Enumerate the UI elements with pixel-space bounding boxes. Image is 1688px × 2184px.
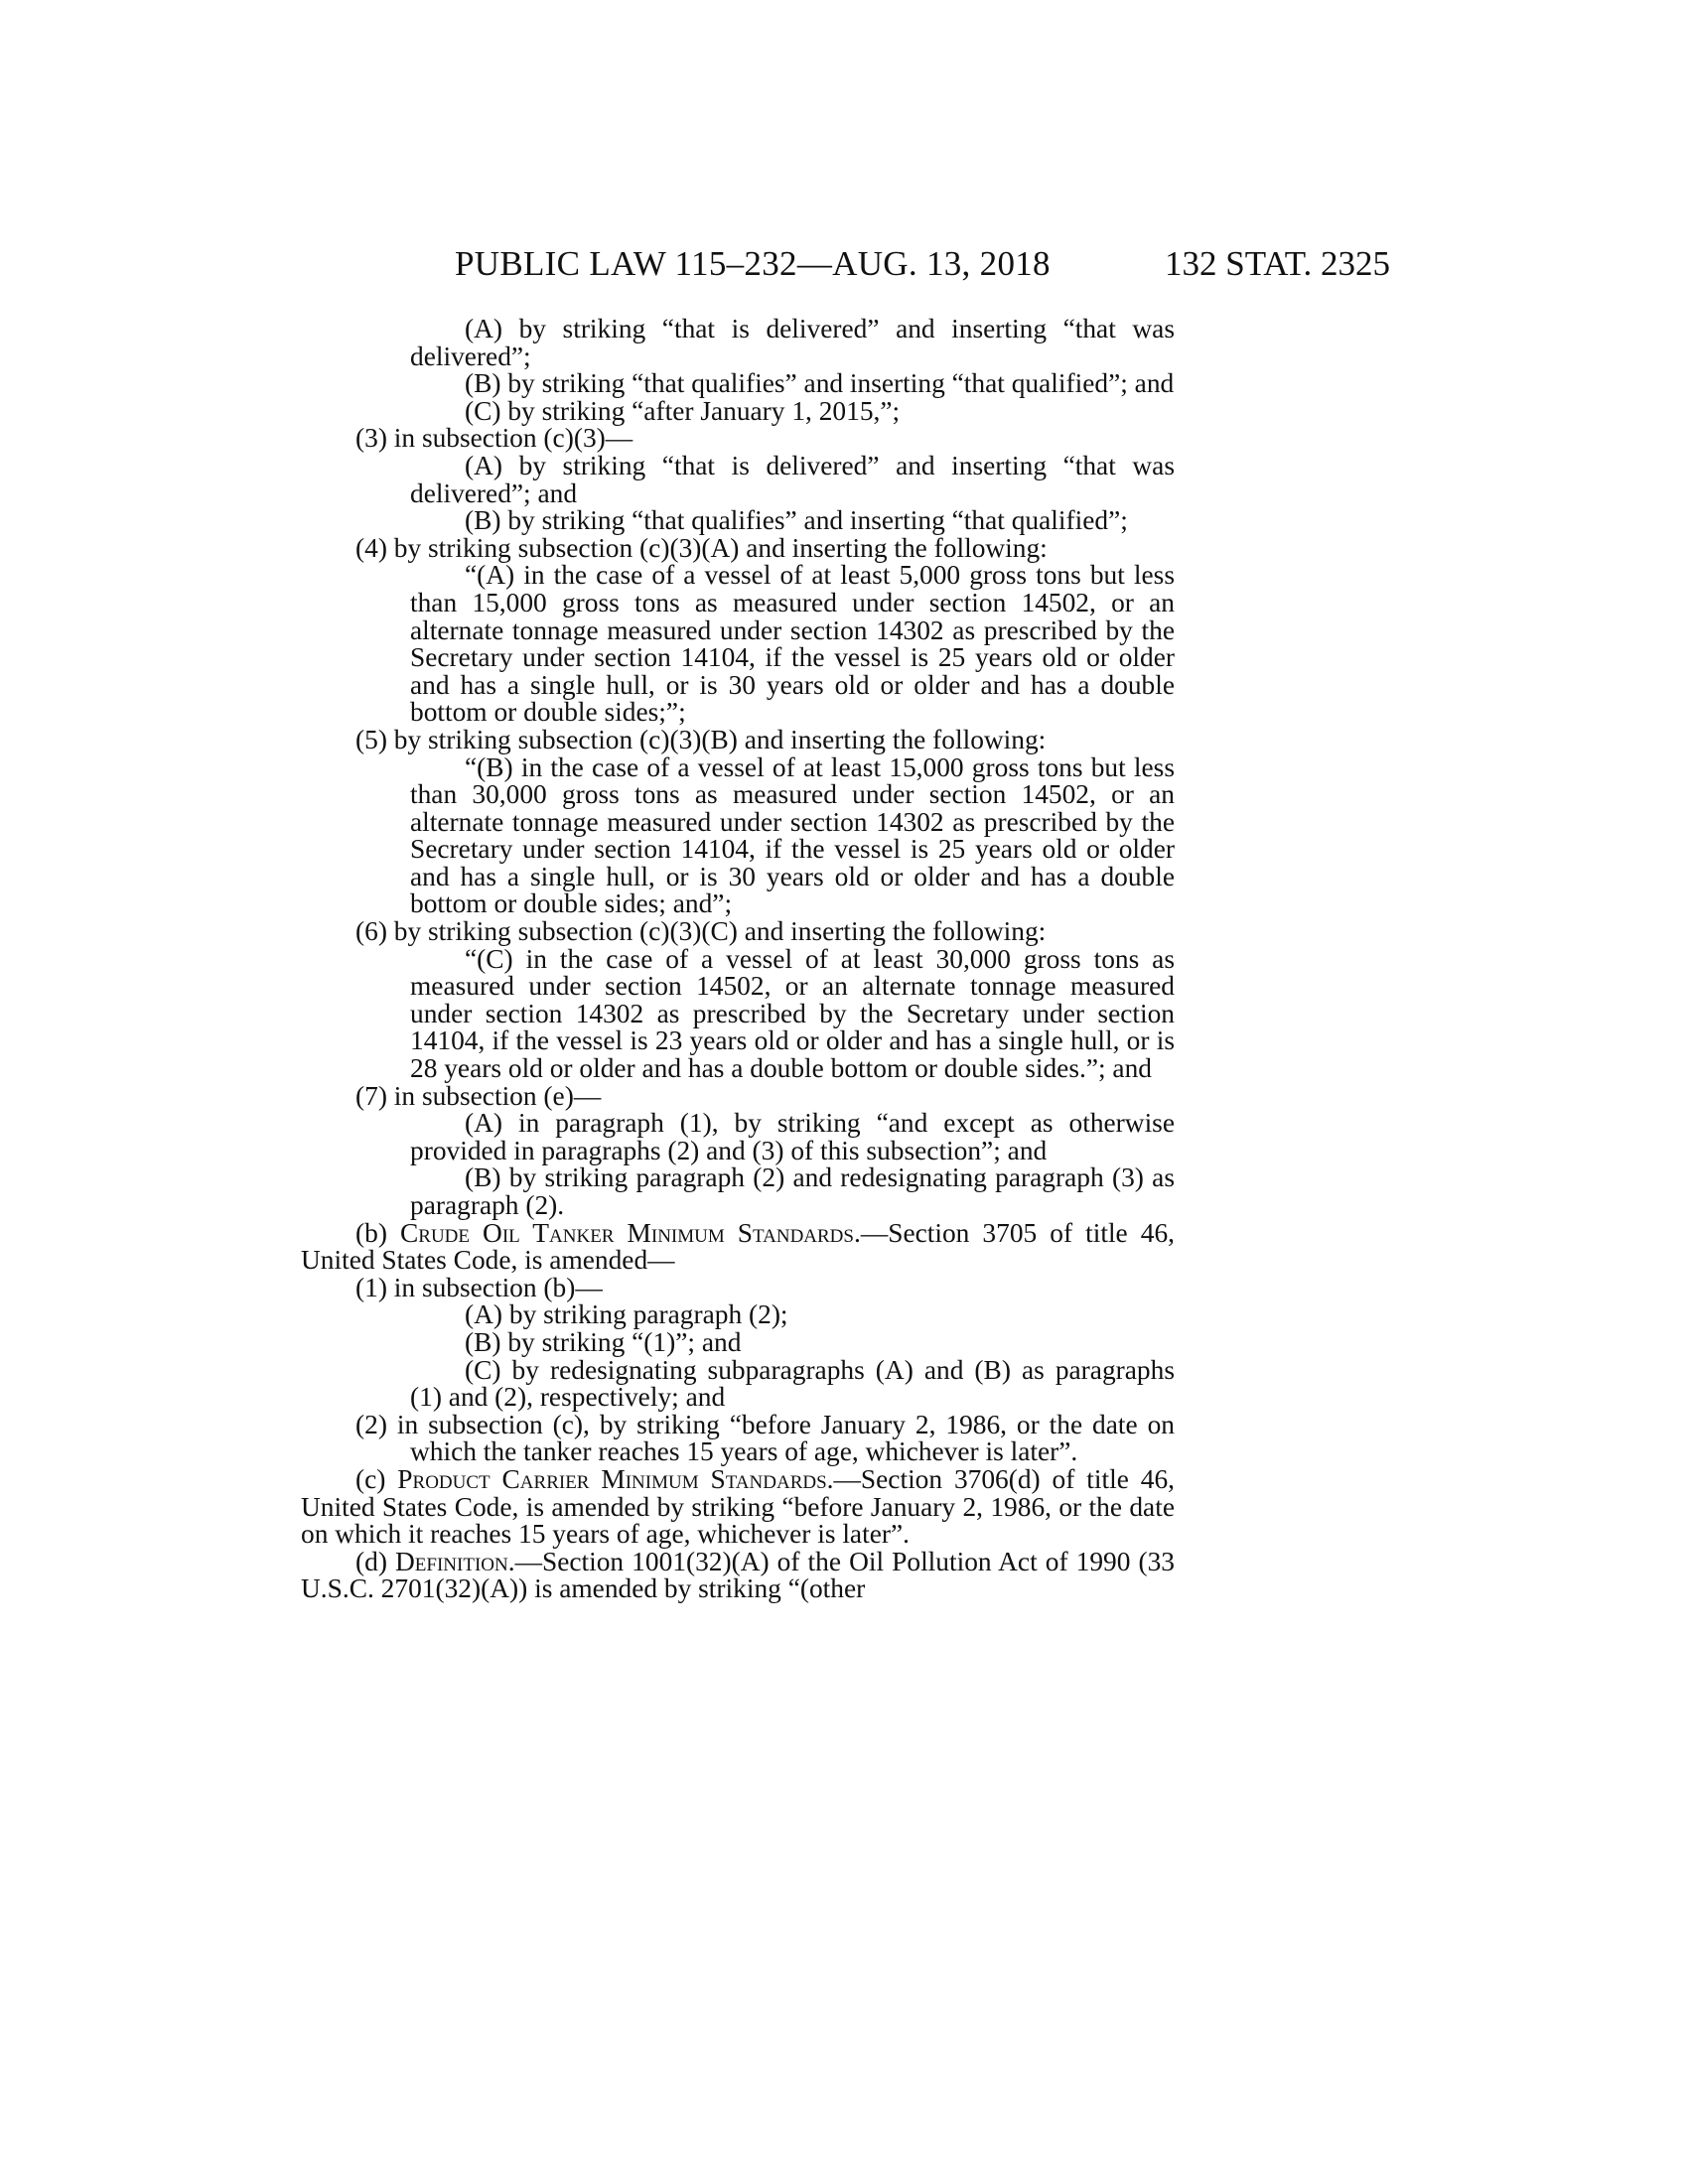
subsection-c-number: (c) <box>355 1463 386 1494</box>
clause-b-1-A: (A) by striking paragraph (2); <box>465 1299 788 1330</box>
subsection-d-heading: Definition. <box>395 1546 515 1576</box>
subsection-c <box>301 1463 1175 1550</box>
running-header-title: PUBLIC LAW 115–232—AUG. 13, 2018 <box>455 244 1051 283</box>
paragraph-b-1: (1) in subsection (b)— <box>355 1272 603 1302</box>
clause-2-A: (A) by striking “that is delivered” and inserting “that was delivered”; <box>410 314 1175 371</box>
subsection-b-text: —Section 3705 of title 46, United States Code, is amended— <box>301 1217 1175 1276</box>
subsection-b <box>301 1217 1175 1276</box>
paragraph-6: (6) by striking subsection (c)(3)(C) and inserting the following: <box>355 916 1047 947</box>
paragraph-7: (7) in subsection (e)— <box>355 1080 602 1111</box>
paragraph-3: (3) in subsection (c)(3)— <box>355 423 633 454</box>
subsection-b-number: (b) <box>355 1217 387 1248</box>
clause-3-A: (A) by striking “that is delivered” and inserting “that was delivered”; and <box>410 450 1175 508</box>
inserted-text-C: “(C) in the case of a vessel of at least 30,000 gross tons as measured under section 14502, or an alternate tonnage measured under section 14302 as prescribed by the Secretary under section 14104, if the vessel is 23 years old or older and has a single hull, or is 28 years old or older and has a double bottom or double sides.”; and <box>410 943 1175 1084</box>
statute-body <box>301 316 1175 1603</box>
clause-2-C: (C) by striking “after January 1, 2015,”; <box>465 395 901 426</box>
inserted-text-A: “(A) in the case of a vessel of at least 5,000 gross tons but less than 15,000 gross tons as measured under section 14502, or an alternate tonnage measured under section 14302 as prescribed by the Secretary under section 14104, if the vessel is 25 years old or older and has a single hull, or is 30 years old or older and has a double bottom or double sides;”; <box>410 560 1175 728</box>
subsection-b-heading: Crude Oil Tanker Minimum Standards. <box>400 1217 861 1248</box>
paragraph-b-2: (2) in subsection (c), by striking “before January 2, 1986, or the date on which the tanker reaches 15 years of age, whichever is later”. <box>355 1409 1175 1467</box>
clause-7-A: (A) in paragraph (1), by striking “and except as otherwise provided in paragraphs (2) and (3) of this subsection”; and <box>410 1108 1175 1165</box>
clause-b-1-C: (C) by redesignating subparagraphs (A) and (B) as paragraphs (1) and (2), respectively; and <box>410 1354 1175 1413</box>
subsection-c-heading: Product Carrier Minimum Standards. <box>397 1463 834 1494</box>
inserted-text-B: “(B) in the case of a vessel of at least 15,000 gross tons but less than 30,000 gross tons as measured under section 14502, or an alternate tonnage measured under section 14302 as prescribed by the Secretary under section 14104, if the vessel is 25 years old or older and has a single hull, or is 30 years old or older and has a double bottom or double sides; and”; <box>410 751 1175 919</box>
subsection-d-text: —Section 1001(32)(A) of the Oil Pollution Act of 1990 (33 U.S.C. 2701(32)(A)) is amended by striking “(other <box>301 1546 1175 1604</box>
clause-2-B: (B) by striking “that qualifies” and inserting “that qualified”; and <box>465 368 1175 399</box>
page-stat-number: 132 STAT. 2325 <box>1165 244 1390 283</box>
clause-7-B: (B) by striking paragraph (2) and redesignating paragraph (3) as paragraph (2). <box>410 1162 1175 1220</box>
subsection-c-text: —Section 3706(d) of title 46, United States Code, is amended by striking “before January 2, 1986, or the date on which it reaches 15 years of age, whichever is later”. <box>301 1463 1175 1550</box>
subsection-d <box>301 1546 1175 1604</box>
paragraph-5: (5) by striking subsection (c)(3)(B) and inserting the following: <box>355 724 1047 754</box>
subsection-d-number: (d) <box>355 1546 387 1576</box>
paragraph-4: (4) by striking subsection (c)(3)(A) and inserting the following: <box>355 532 1048 563</box>
clause-3-B: (B) by striking “that qualifies” and inserting “that qualified”; <box>465 505 1128 536</box>
clause-b-1-B: (B) by striking “(1)”; and <box>465 1326 742 1357</box>
